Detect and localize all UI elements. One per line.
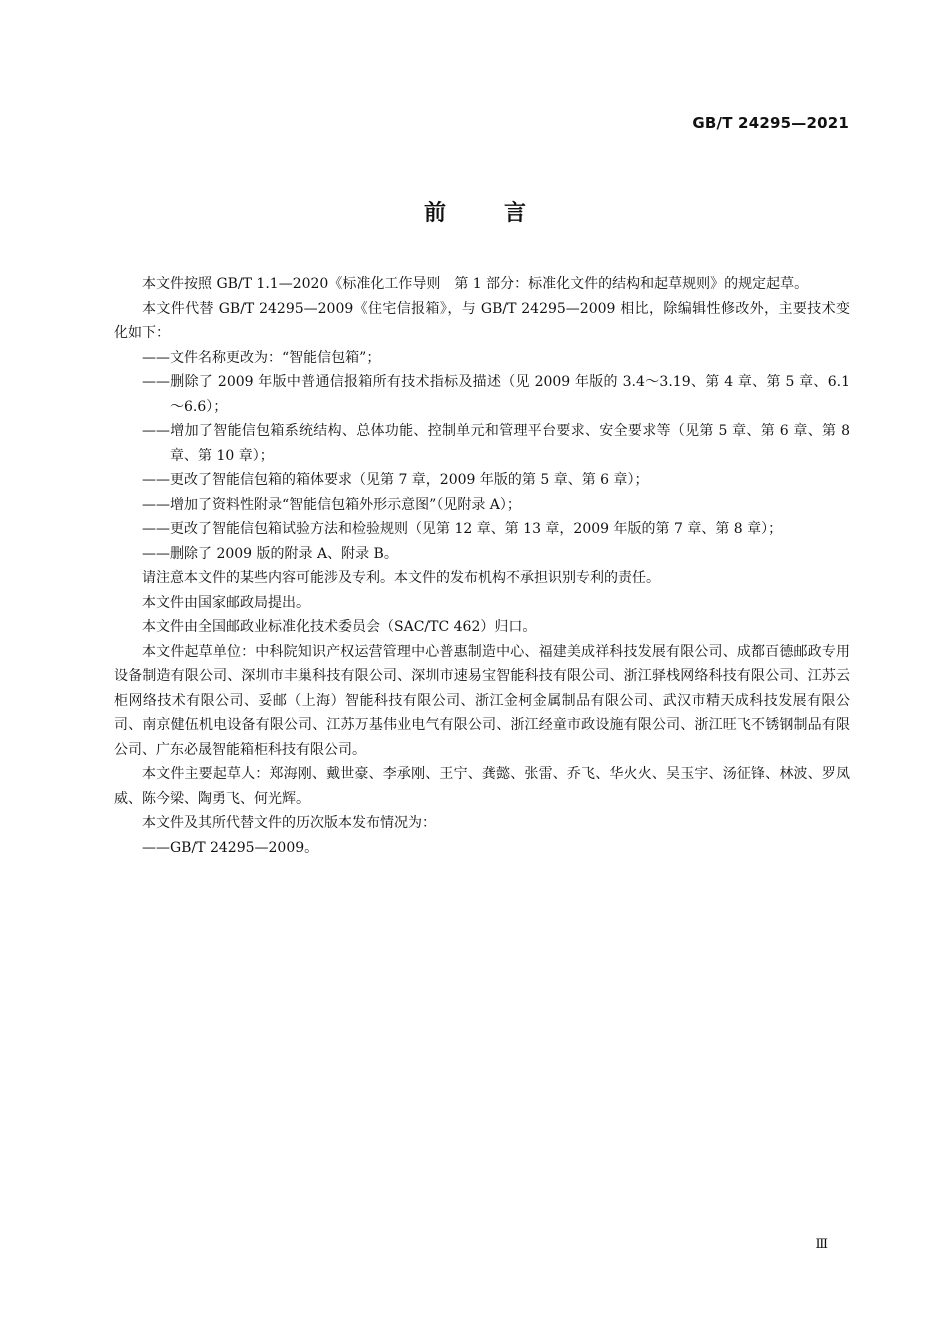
paragraph-patent-notice: 请注意本文件的某些内容可能涉及专利。本文件的发布机构不承担识别专利的责任。 [142,570,660,586]
list-item: ——删除了 2009 版的附录 A、附录 B。 [142,545,398,562]
version-history-list [114,836,850,861]
list-item: ——更改了智能信包箱的箱体要求（见第 7 章，2009 年版的第 5 章、第 6 章）； [142,472,649,488]
paragraph-drafters: 本文件主要起草人：郑海刚、戴世豪、李承刚、王宁、龚懿、张雷、乔飞、华火火、吴玉宇、汤征锋、林波、罗凤威、陈今梁、陶勇飞、何光辉。 [114,766,850,807]
list-item: ——更改了智能信包箱试验方法和检验规则（见第 12 章、第 13 章，2009 年版的第 7 章、第 8 章）； [142,521,783,537]
page-number: Ⅲ [815,1237,828,1252]
paragraph-drafting-organizations: 本文件起草单位：中科院知识产权运营管理中心普惠制造中心、福建美成祥科技发展有限公司、成都百德邮政专用设备制造有限公司、深圳市丰巢科技有限公司、深圳市速易宝智能科技有限公司、浙江驿栈网络科技有限公司、江苏云柜网络技术有限公司、妥邮（上海）智能科技有限公司、浙江金柯金属制品有限公司、武汉市精天成科技发展有限公司、南京健伍机电设备有限公司、江苏万基伟业电气有限公司、浙江经童市政设施有限公司、浙江旺飞不锈钢制品有限公司、广东必晟智能箱柜科技有限公司。 [114,643,850,758]
foreword-body [114,272,850,860]
list-item: ——删除了 2009 年版中普通信报箱所有技术指标及描述（见 2009 年版的 3.4～3.19、第 4 章、第 5 章、6.1～6.6）； [142,374,850,415]
list-item: ——文件名称更改为：“智能信包箱”； [142,349,381,366]
paragraph-version-history: 本文件及其所代替文件的历次版本发布情况为： [142,815,436,831]
technical-changes-list [114,346,850,567]
paragraph-drafting-rules: 本文件按照 GB/T 1.1—2020《标准化工作导则 第 1 部分：标准化文件的结构和起草规则》的规定起草。 [142,276,809,292]
paragraph-replacement: 本文件代替 GB/T 24295—2009《住宅信报箱》，与 GB/T 24295—2009 相比，除编辑性修改外，主要技术变化如下： [114,300,850,341]
standard-number: GB/T 24295—2021 [692,114,849,132]
paragraph-proposed-by: 本文件由国家邮政局提出。 [142,594,310,611]
list-item: ——GB/T 24295—2009。 [142,839,319,856]
paragraph-technical-committee: 本文件由全国邮政业标准化技术委员会（SAC/TC 462）归口。 [142,619,537,635]
list-item: ——增加了资料性附录“智能信包箱外形示意图”（见附录 A）； [142,496,521,513]
list-item: ——增加了智能信包箱系统结构、总体功能、控制单元和管理平台要求、安全要求等（见第 5 章、第 6 章、第 8 章、第 10 章）； [142,423,850,464]
page-title: 前言 [423,201,584,226]
